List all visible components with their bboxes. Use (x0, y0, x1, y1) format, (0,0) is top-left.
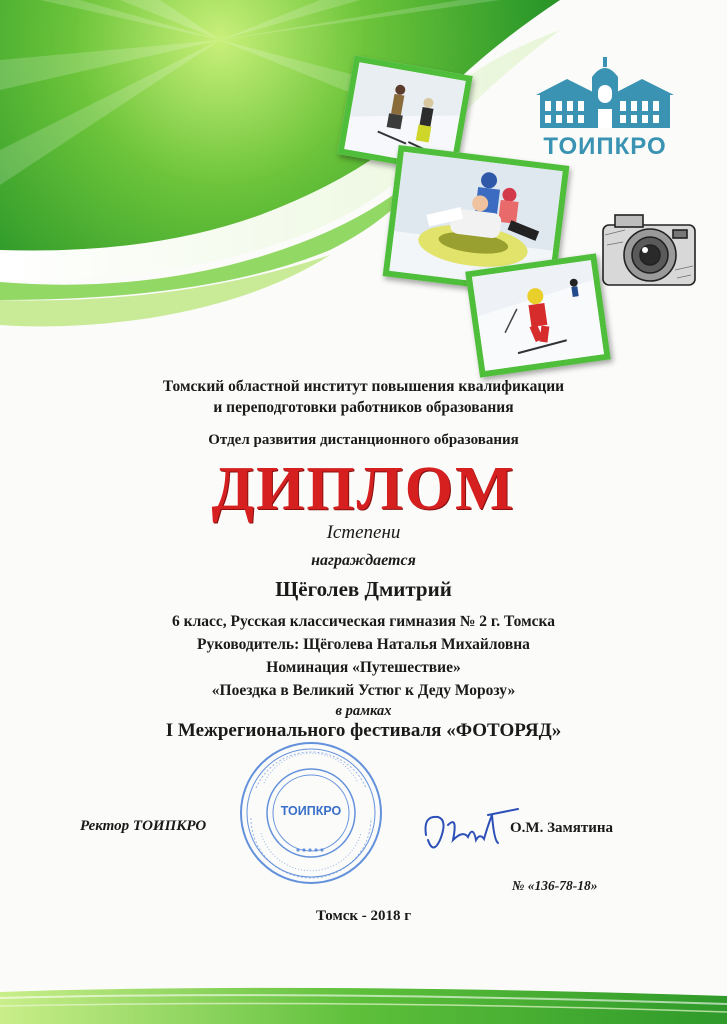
toipkro-logo (530, 55, 680, 170)
rector-label: Ректор ТОИПКРО (80, 818, 207, 834)
award-details (0, 610, 727, 702)
footer-green-stripe (0, 954, 727, 1024)
in-frame-label: в рамках (335, 703, 392, 719)
detail-school: 6 класс, Русская классическая гимназия № 2 г. Томска (172, 613, 555, 630)
detail-work-title: «Поездка в Великий Устюг к Деду Морозу» (211, 682, 516, 699)
photo-child-skier (465, 253, 611, 377)
department-name: Отдел развития дистанционного образования (208, 432, 519, 448)
city-year: Томск - 2018 г (315, 908, 412, 924)
institute-name (0, 376, 727, 418)
institute-line-2: и переподготовки работников образования (213, 399, 514, 416)
degree-label: Iстепени (326, 522, 401, 543)
festival-name: I Межрегионального фестиваля «ФОТОРЯД» (165, 720, 562, 741)
detail-supervisor: Руководитель: Щёголева Наталья Михайловна (197, 636, 530, 653)
camera-sketch-icon (595, 200, 705, 300)
detail-nomination: Номинация «Путешествие» (266, 659, 461, 676)
signer-name: О.М. Замятина (510, 820, 613, 836)
recipient-name: Щёголев Дмитрий (275, 577, 452, 601)
building-icon (530, 55, 680, 135)
official-stamp (236, 738, 386, 888)
logo-text: ТОИПКРО (543, 133, 667, 160)
awarded-label: награждается (311, 552, 416, 569)
stamp-label: ТОИПКРО (280, 804, 342, 818)
diploma-number: № «136-78-18» (512, 878, 598, 893)
institute-line-1: Томский областной институт повышения квалификации (162, 378, 565, 395)
diploma-title: ДИПЛОМ (211, 455, 516, 523)
